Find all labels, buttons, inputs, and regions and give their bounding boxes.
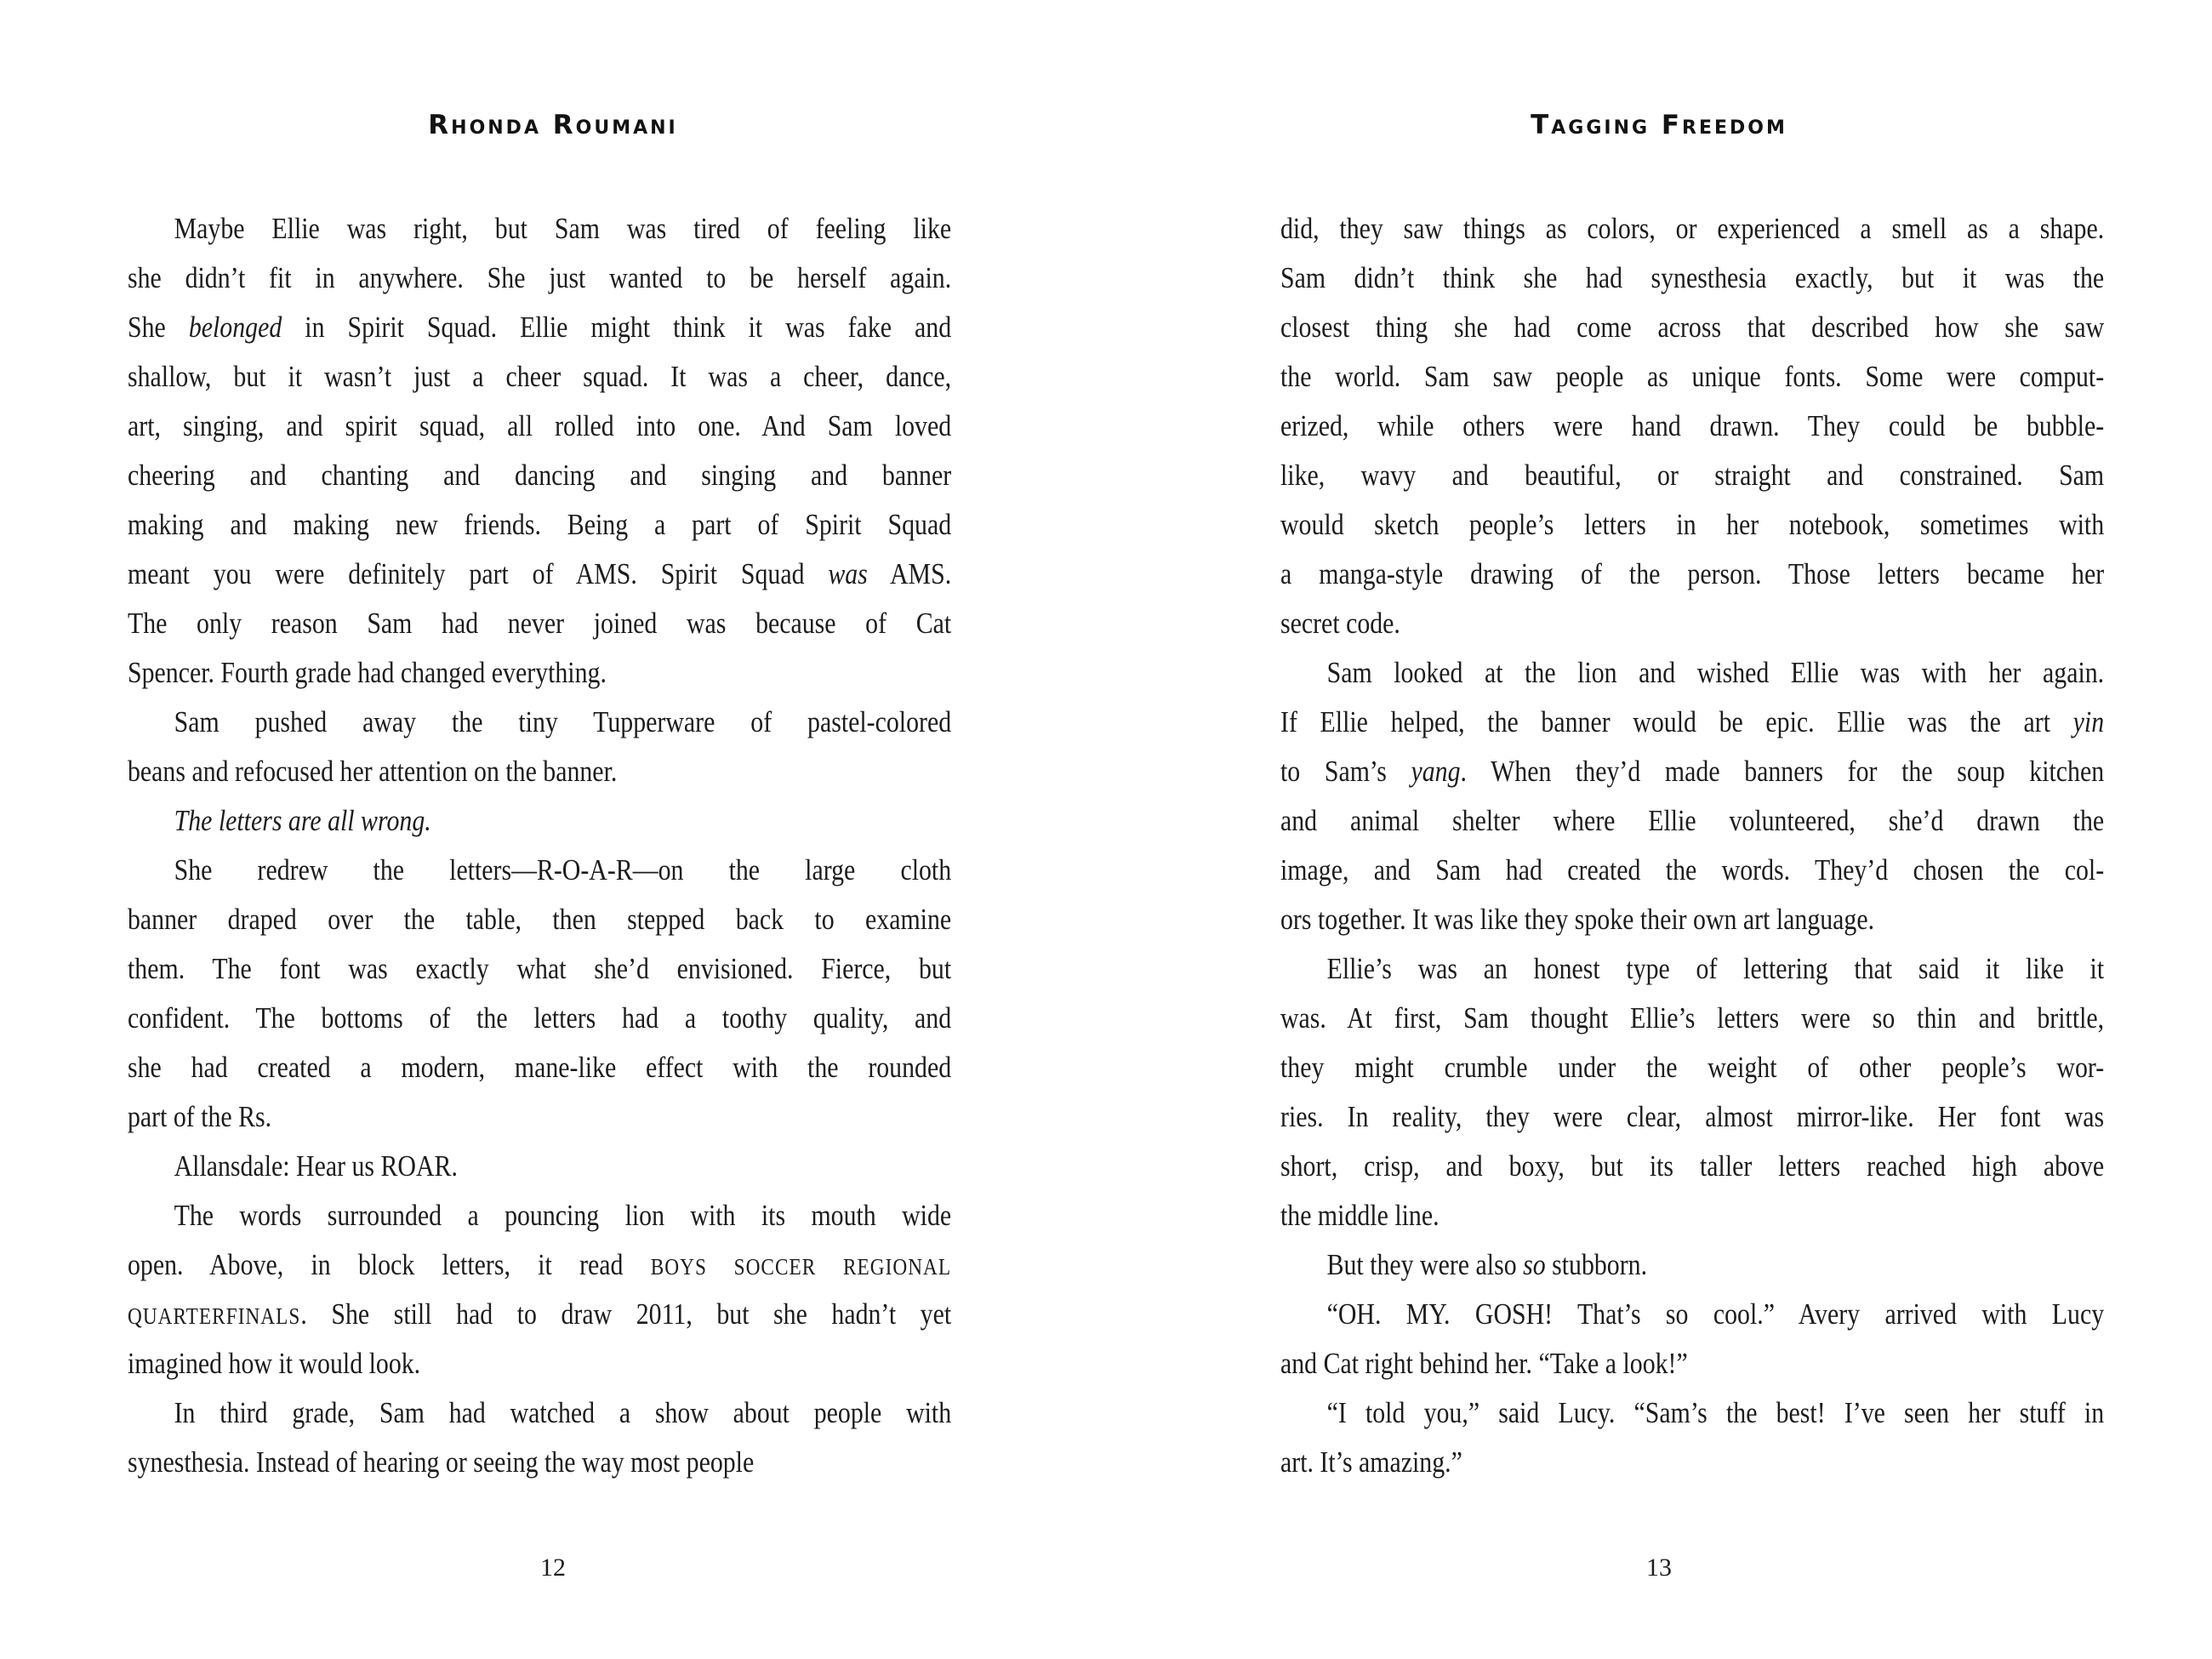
paragraph [128,1388,951,1487]
running-head-author: Rhonda Roumani [428,110,678,140]
text-line: like, wavy and beautiful, or straight and constrained. Sam [1280,459,2105,492]
text-line: they might crumble under the weight of other people’s wor- [1280,1051,2105,1084]
running-head-title: Tagging Freedom [1531,110,1787,140]
page-number-left: 12 [540,1554,566,1582]
text-line: meant you were definitely part of AMS. Spirit Squad was AMS. [128,557,952,590]
text-line: to Sam’s yang. When they’d made banners for the soup kitchen [1280,755,2105,788]
body-text-left [128,204,951,1487]
text-line: art. It’s amazing.” [1280,1445,1462,1479]
body-text-right [1280,204,2104,1487]
text-line: Ellie’s was an honest type of lettering that said it like it [1326,952,2105,985]
text-line: “I told you,” said Lucy. “Sam’s the best! I’ve seen her stuff in [1326,1396,2105,1429]
text-line: The words surrounded a pouncing lion with its mouth wide [174,1199,952,1232]
text-line: closest thing she had come across that described how she saw [1280,311,2105,344]
text-line: In third grade, Sam had watched a show about people with [174,1396,952,1429]
paragraph [1280,1388,2104,1487]
text-line: The letters are all wrong. [174,804,431,837]
page-number-right: 13 [1646,1554,1672,1582]
text-line: Sam didn’t think she had synesthesia exactly, but it was the [1280,261,2105,294]
text-line: short, crisp, and boxy, but its taller letters reached high above [1280,1149,2105,1183]
text-line: If Ellie helped, the banner would be epic. Ellie was the art yin [1280,705,2105,738]
text-line: she didn’t fit in anywhere. She just wanted to be herself again. [128,261,952,294]
paragraph [128,1142,951,1191]
text-line: would sketch people’s letters in her notebook, sometimes with [1280,508,2105,541]
text-line: open. Above, in block letters, it read BOYS SOCCER REGIONAL [128,1248,952,1281]
text-line: erized, while others were hand drawn. They could be bubble- [1280,409,2105,442]
text-line: She redrew the letters—R-O-A-R—on the large cloth [174,853,952,887]
text-line: and animal shelter where Ellie volunteered, she’d drawn the [1280,804,2105,837]
text-line: “OH. MY. GOSH! That’s so cool.” Avery arrived with Lucy [1326,1297,2105,1331]
paragraph [1280,648,2104,944]
text-line: ors together. It was like they spoke their own art language. [1280,903,1875,936]
text-line: cheering and chanting and dancing and singing and banner [128,459,952,492]
text-line: banner draped over the table, then stepped back to examine [128,903,952,936]
paragraph [128,846,951,1142]
paragraph [128,204,951,698]
text-line: was. At first, Sam thought Ellie’s letters were so thin and brittle, [1280,1001,2105,1035]
text-line: making and making new friends. Being a part of Spirit Squad [128,508,952,541]
text-line: image, and Sam had created the words. They’d chosen the col- [1280,853,2105,887]
text-line: synesthesia. Instead of hearing or seeing the way most people [128,1445,755,1479]
text-line: part of the Rs. [128,1100,272,1133]
text-line: a manga-style drawing of the person. Those letters became her [1280,557,2105,590]
text-line: the world. Sam saw people as unique fonts. Some were comput- [1280,360,2105,393]
paragraph [1280,1290,2104,1388]
text-line: shallow, but it wasn’t just a cheer squad. It was a cheer, dance, [128,360,952,393]
text-line: the middle line. [1280,1199,1440,1232]
text-line: She belonged in Spirit Squad. Ellie might think it was fake and [128,311,952,344]
text-line: The only reason Sam had never joined was because of Cat [128,607,952,640]
text-line: Spencer. Fourth grade had changed everything. [128,656,607,689]
paragraph [1280,204,2104,648]
text-line: she had created a modern, mane-like effect with the rounded [128,1051,952,1084]
text-line: Allansdale: Hear us ROAR. [174,1149,458,1183]
paragraph [1280,944,2104,1240]
text-line: Sam looked at the lion and wished Ellie was with her again. [1326,656,2105,689]
paragraph [128,796,951,846]
text-line: But they were also so stubborn. [1326,1248,1648,1281]
text-line: secret code. [1280,607,1400,640]
text-line: them. The font was exactly what she’d envisioned. Fierce, but [128,952,952,985]
text-line: QUARTERFINALS. She still had to draw 2011, but she hadn’t yet [128,1297,952,1331]
text-line: Maybe Ellie was right, but Sam was tired of feeling like [174,212,952,245]
text-line: beans and refocused her attention on the banner. [128,755,618,788]
paragraph [128,698,951,796]
text-line: and Cat right behind her. “Take a look!” [1280,1347,1688,1380]
text-line: did, they saw things as colors, or experienced a smell as a shape. [1280,212,2105,245]
paragraph [128,1191,951,1388]
text-line: Sam pushed away the tiny Tupperware of pastel-colored [174,705,952,738]
text-line: imagined how it would look. [128,1347,421,1380]
page-right [1106,0,2212,1659]
text-line: ries. In reality, they were clear, almost mirror-like. Her font was [1280,1100,2105,1133]
text-line: art, singing, and spirit squad, all rolled into one. And Sam loved [128,409,952,442]
paragraph [1280,1240,2104,1290]
text-line: confident. The bottoms of the letters had a toothy quality, and [128,1001,952,1035]
